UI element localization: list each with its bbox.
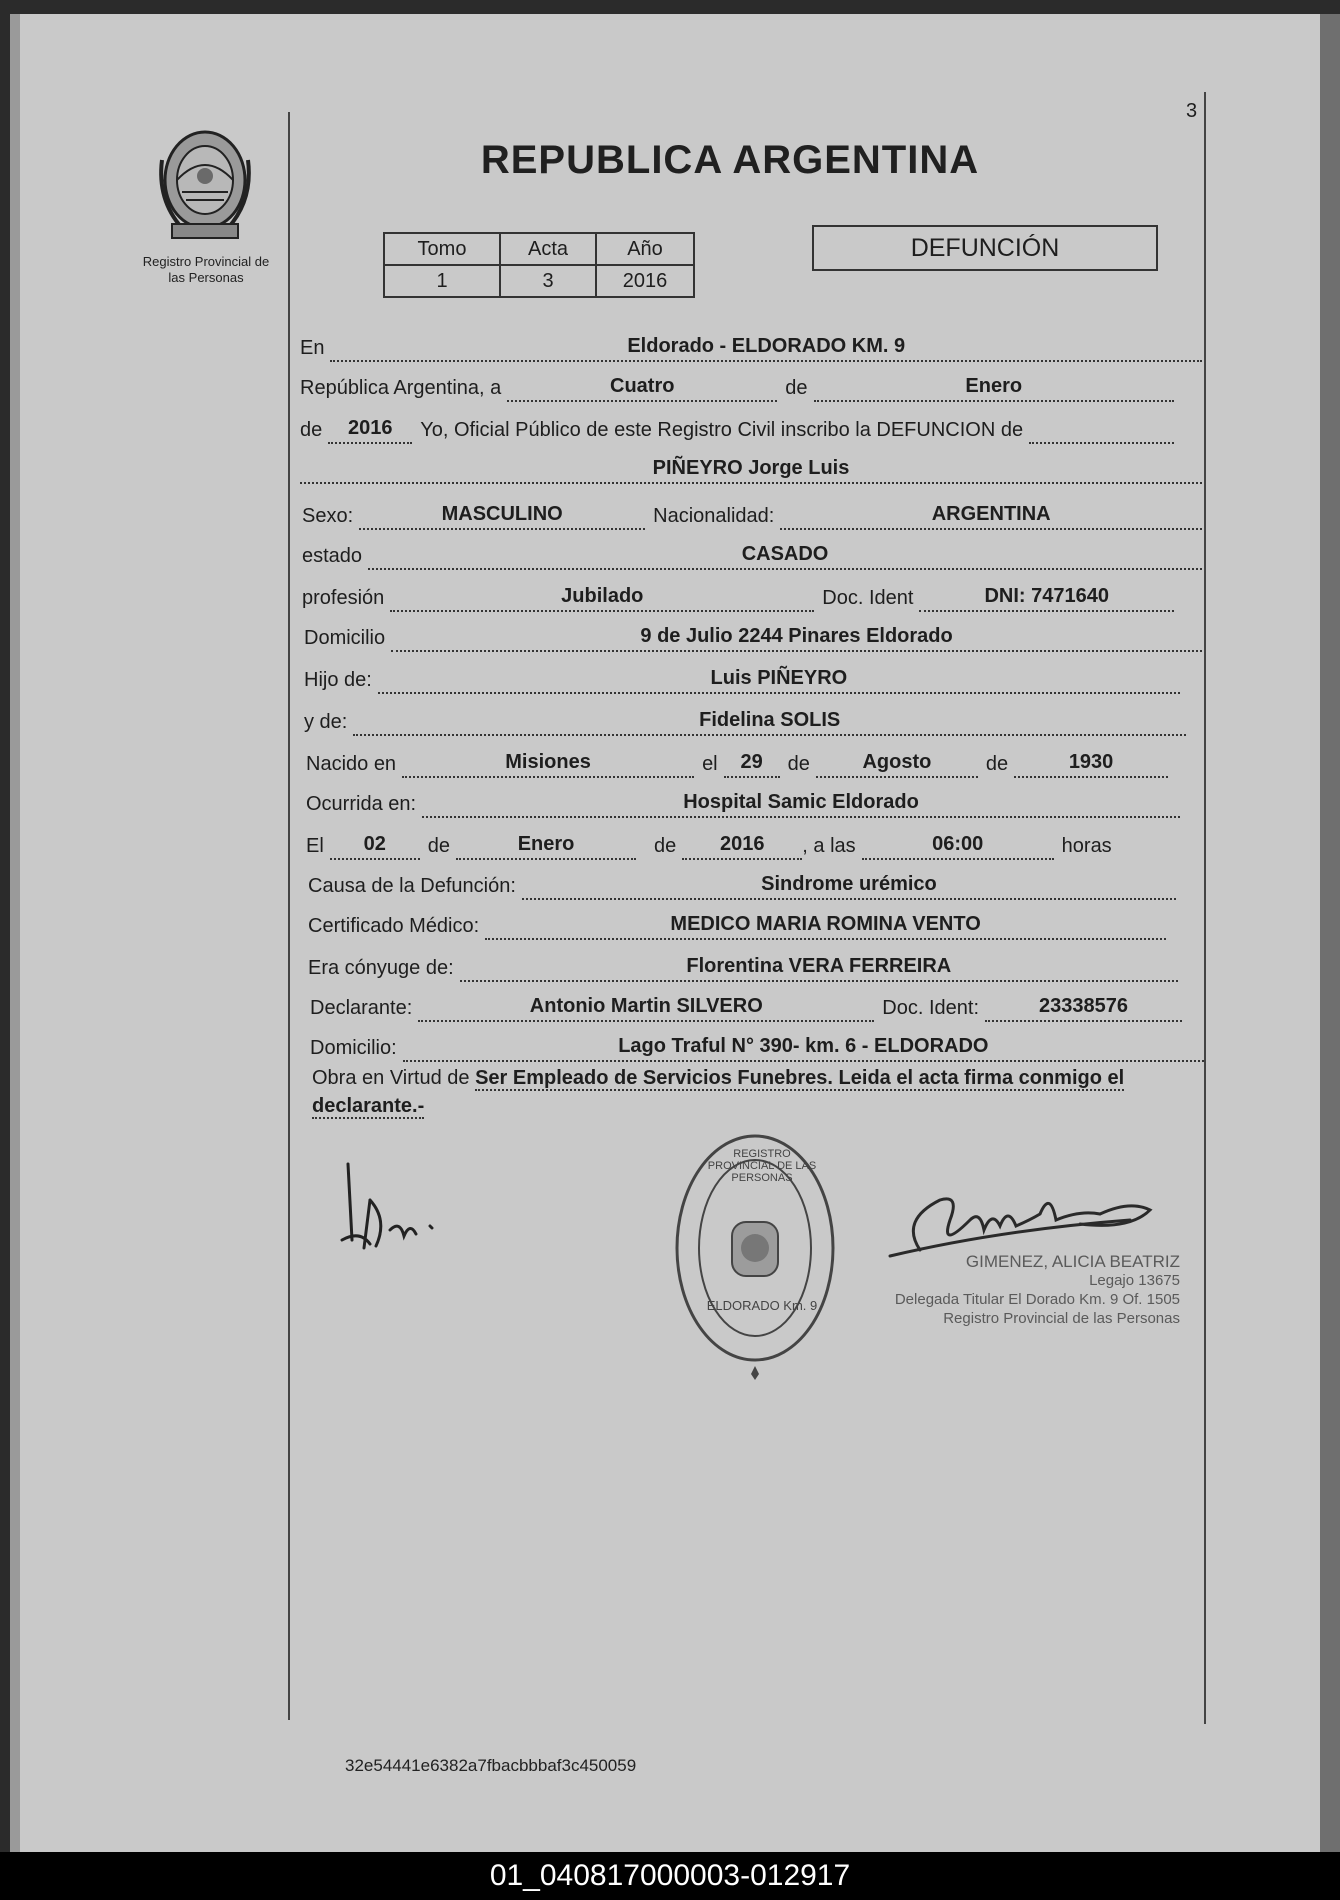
doc-label: Doc. Ident bbox=[822, 587, 914, 609]
republica-label: República Argentina, a bbox=[300, 377, 502, 399]
yde-label: y de: bbox=[304, 711, 348, 733]
row-domicilio2 bbox=[310, 1030, 1204, 1062]
header-tomo: Tomo bbox=[384, 233, 500, 265]
sexo-label: Sexo: bbox=[302, 505, 354, 527]
misiones-coat-of-arms-icon bbox=[152, 120, 258, 244]
muerte-anio-field: 2016 bbox=[682, 830, 802, 860]
el-label: el bbox=[702, 753, 718, 775]
row-profesion bbox=[302, 580, 1174, 612]
doc2-label: Doc. Ident: bbox=[882, 997, 979, 1019]
profesion-field: Jubilado bbox=[390, 582, 814, 612]
record-table-header bbox=[384, 233, 694, 265]
document-hash: 32e54441e6382a7fbacbbbaf3c450059 bbox=[345, 1756, 637, 1775]
de-label-6: de bbox=[654, 835, 677, 857]
registry-name bbox=[120, 254, 292, 286]
value-tomo: 1 bbox=[384, 265, 500, 297]
row-declarante bbox=[310, 990, 1182, 1022]
ocurrida-field: Hospital Samic Eldorado bbox=[422, 788, 1180, 818]
de-label-1: de bbox=[785, 377, 808, 399]
alas-label: , a las bbox=[802, 835, 856, 857]
row-estado bbox=[302, 538, 1202, 570]
row-year bbox=[300, 412, 1174, 444]
conyuge-label: Era cónyuge de: bbox=[308, 957, 454, 979]
de-label-5: de bbox=[427, 835, 451, 857]
estado-field: CASADO bbox=[368, 540, 1202, 570]
deceased-name-field: PIÑEYRO Jorge Luis bbox=[300, 454, 1202, 484]
domicilio2-field: Lago Traful N° 390- km. 6 - ELDORADO bbox=[403, 1032, 1204, 1062]
nacionalidad-label: Nacionalidad: bbox=[653, 505, 775, 527]
doc2-field: 23338576 bbox=[985, 992, 1182, 1022]
inscribe-text: Yo, Oficial Público de este Registro Civil inscribo la DEFUNCION de bbox=[420, 419, 1024, 441]
hijo-label: Hijo de: bbox=[304, 669, 372, 691]
muerte-hora-field: 06:00 bbox=[862, 830, 1054, 860]
row-name bbox=[300, 452, 1202, 484]
registry-line-1: Registro Provincial de bbox=[142, 254, 270, 269]
row-causa bbox=[308, 868, 1176, 900]
row-place bbox=[300, 330, 1202, 362]
domicilio-field: 9 de Julio 2244 Pinares Eldorado bbox=[391, 622, 1202, 652]
causa-label: Causa de la Defunción: bbox=[308, 875, 516, 897]
domicilio-label: Domicilio bbox=[304, 627, 386, 649]
year-field: 2016 bbox=[328, 414, 412, 444]
muerte-dia-field: 02 bbox=[330, 830, 420, 860]
declarant-signature bbox=[330, 1160, 460, 1280]
record-table bbox=[383, 232, 695, 298]
doc-field: DNI: 7471640 bbox=[919, 582, 1174, 612]
record-type-box: DEFUNCIÓN bbox=[812, 225, 1158, 271]
officer-stamp bbox=[870, 1252, 1180, 1328]
obra-field: Ser Empleado de Servicios Funebres. Leida el acta firma conmigo el declarante.- bbox=[312, 1067, 1125, 1117]
inscribe-trail bbox=[1029, 414, 1174, 444]
causa-field: Sindrome urémico bbox=[522, 870, 1176, 900]
value-anio: 2016 bbox=[596, 265, 694, 297]
page-edge-right bbox=[1320, 14, 1340, 1852]
en-label: En bbox=[300, 337, 325, 359]
domicilio2-label: Domicilio: bbox=[310, 1037, 397, 1059]
stamp-text-outer: REGISTRO PROVINCIAL DE LAS PERSONAS bbox=[707, 1148, 817, 1184]
estado-label: estado bbox=[302, 545, 363, 567]
officer-org: Registro Provincial de las Personas bbox=[943, 1310, 1180, 1327]
nacido-lugar-field: Misiones bbox=[402, 748, 694, 778]
horas-label: horas bbox=[1061, 835, 1112, 857]
row-date bbox=[300, 370, 1174, 402]
value-acta: 3 bbox=[500, 265, 596, 297]
month-field: Enero bbox=[814, 372, 1175, 402]
nacido-dia-field: 29 bbox=[724, 748, 780, 778]
officer-role: Delegada Titular El Dorado Km. 9 Of. 1505 bbox=[894, 1291, 1180, 1308]
obra-label: Obra en Virtud de bbox=[312, 1067, 470, 1089]
row-sexo bbox=[302, 498, 1202, 530]
document-title: REPUBLICA ARGENTINA bbox=[480, 138, 980, 182]
de-label-3: de bbox=[787, 753, 810, 775]
officer-name: GIMENEZ, ALICIA BEATRIZ bbox=[965, 1252, 1180, 1271]
page-number: 3 bbox=[1186, 100, 1198, 122]
header-anio: Año bbox=[596, 233, 694, 265]
certificado-label: Certificado Médico: bbox=[308, 915, 480, 937]
conyuge-field: Florentina VERA FERREIRA bbox=[460, 952, 1178, 982]
declarante-field: Antonio Martin SILVERO bbox=[418, 992, 874, 1022]
row-ocurrida bbox=[306, 786, 1180, 818]
de-label-2: de bbox=[300, 419, 323, 441]
nacionalidad-field: ARGENTINA bbox=[780, 500, 1202, 530]
nacido-anio-field: 1930 bbox=[1014, 748, 1168, 778]
muerte-mes-field: Enero bbox=[456, 830, 636, 860]
row-domicilio bbox=[304, 620, 1202, 652]
nacido-mes-field: Agosto bbox=[816, 748, 978, 778]
el2-label: El bbox=[306, 835, 324, 857]
row-certificado bbox=[308, 908, 1166, 940]
de-label-4: de bbox=[985, 753, 1009, 775]
left-margin-rule bbox=[288, 112, 290, 1720]
sexo-field: MASCULINO bbox=[359, 500, 645, 530]
page-edge-left bbox=[10, 14, 20, 1852]
nacido-label: Nacido en bbox=[306, 753, 397, 775]
footer-id: 01_040817000003-012917 bbox=[0, 1852, 1340, 1900]
officer-legajo: Legajo 13675 bbox=[1089, 1272, 1180, 1289]
row-ydе bbox=[304, 704, 1186, 736]
place-field: Eldorado - ELDORADO KM. 9 bbox=[330, 332, 1202, 362]
right-margin-rule bbox=[1204, 92, 1206, 1724]
ocurrida-label: Ocurrida en: bbox=[306, 793, 417, 815]
row-nacido bbox=[306, 746, 1168, 778]
registry-line-2: las Personas bbox=[168, 270, 244, 285]
day-word-field: Cuatro bbox=[507, 372, 777, 402]
padre-field: Luis PIÑEYRO bbox=[378, 664, 1180, 694]
profesion-label: profesión bbox=[302, 587, 385, 609]
row-conyuge bbox=[308, 950, 1178, 982]
record-table-values bbox=[384, 265, 694, 297]
header-acta: Acta bbox=[500, 233, 596, 265]
stamp-text-inner: ELDORADO Km. 9 bbox=[706, 1298, 818, 1313]
certificado-field: MEDICO MARIA ROMINA VENTO bbox=[485, 910, 1166, 940]
declarante-label: Declarante: bbox=[310, 997, 413, 1019]
row-fecha-muerte bbox=[306, 828, 1192, 860]
row-hijo bbox=[304, 662, 1180, 694]
madre-field: Fidelina SOLIS bbox=[353, 706, 1186, 736]
obra-paragraph bbox=[312, 1064, 1202, 1120]
